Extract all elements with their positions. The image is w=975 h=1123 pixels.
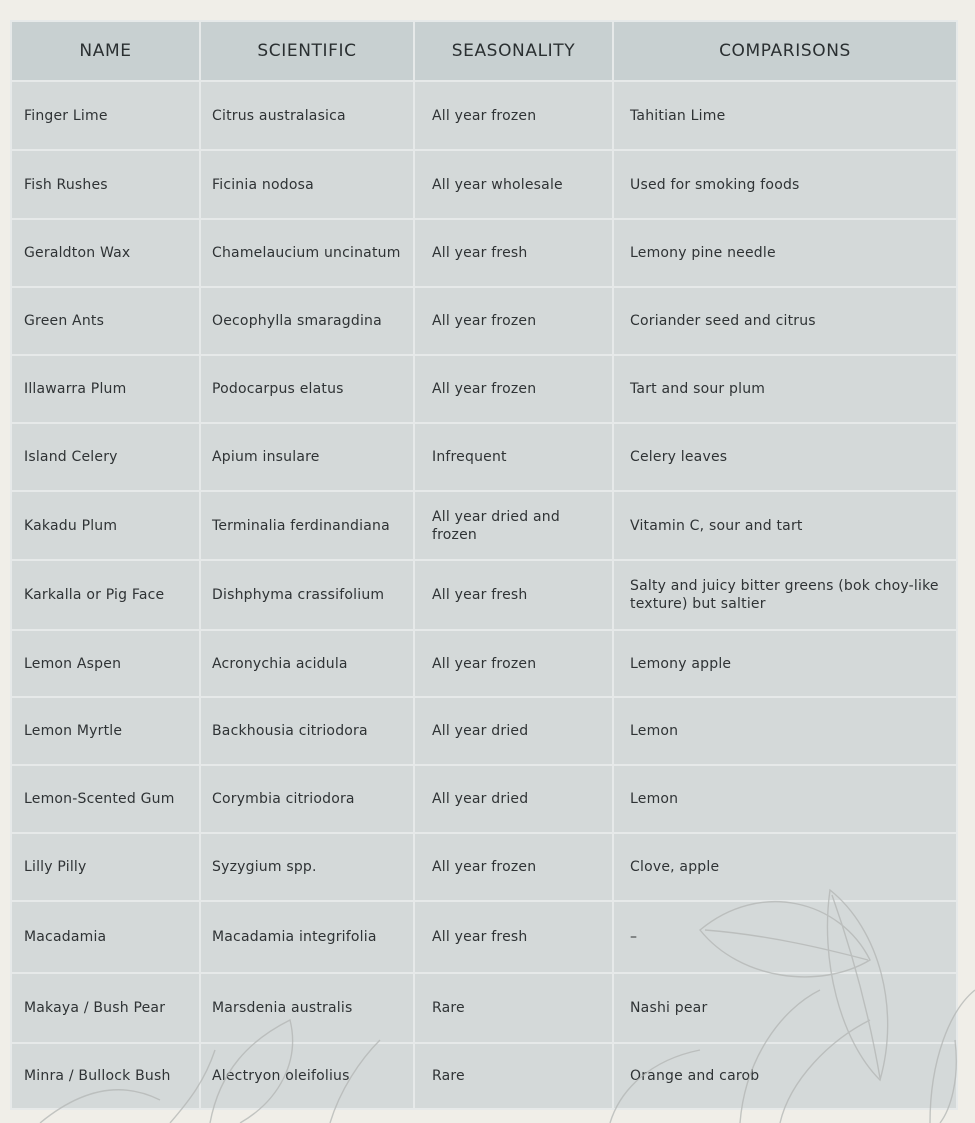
table-row bbox=[11, 973, 957, 1043]
cell-name: Lilly Pilly bbox=[11, 833, 200, 901]
cell-scientific: Corymbia citriodora bbox=[200, 765, 414, 833]
cell-comparisons: Clove, apple bbox=[613, 833, 957, 901]
cell-scientific: Syzygium spp. bbox=[200, 833, 414, 901]
table-row bbox=[11, 1043, 957, 1109]
cell-comparisons: Lemon bbox=[613, 765, 957, 833]
cell-scientific: Alectryon oleifolius bbox=[200, 1043, 414, 1109]
cell-name: Karkalla or Pig Face bbox=[11, 560, 200, 630]
cell-comparisons: Tahitian Lime bbox=[613, 81, 957, 150]
table-row bbox=[11, 150, 957, 219]
cell-scientific: Ficinia nodosa bbox=[200, 150, 414, 219]
table-header-row bbox=[11, 21, 957, 81]
cell-comparisons: – bbox=[613, 901, 957, 973]
cell-comparisons: Coriander seed and citrus bbox=[613, 287, 957, 355]
cell-comparisons: Used for smoking foods bbox=[613, 150, 957, 219]
cell-scientific: Dishphyma crassifolium bbox=[200, 560, 414, 630]
header-scientific: SCIENTIFIC bbox=[200, 21, 414, 81]
cell-comparisons: Vitamin C, sour and tart bbox=[613, 491, 957, 560]
cell-name: Macadamia bbox=[11, 901, 200, 973]
cell-comparisons: Tart and sour plum bbox=[613, 355, 957, 423]
cell-seasonality: All year wholesale bbox=[414, 150, 613, 219]
cell-scientific: Macadamia integrifolia bbox=[200, 901, 414, 973]
cell-name: Geraldton Wax bbox=[11, 219, 200, 287]
cell-scientific: Apium insulare bbox=[200, 423, 414, 491]
cell-comparisons: Lemony apple bbox=[613, 630, 957, 697]
cell-seasonality: All year dried and frozen bbox=[414, 491, 613, 560]
cell-seasonality: All year fresh bbox=[414, 219, 613, 287]
cell-scientific: Acronychia acidula bbox=[200, 630, 414, 697]
cell-comparisons: Salty and juicy bitter greens (bok choy-like texture) but saltier bbox=[613, 560, 957, 630]
cell-name: Makaya / Bush Pear bbox=[11, 973, 200, 1043]
cell-seasonality: All year dried bbox=[414, 765, 613, 833]
cell-scientific: Podocarpus elatus bbox=[200, 355, 414, 423]
cell-name: Minra / Bullock Bush bbox=[11, 1043, 200, 1109]
cell-seasonality: Rare bbox=[414, 1043, 613, 1109]
table-row bbox=[11, 697, 957, 765]
cell-name: Illawarra Plum bbox=[11, 355, 200, 423]
table-row bbox=[11, 355, 957, 423]
cell-comparisons: Orange and carob bbox=[613, 1043, 957, 1109]
table-row bbox=[11, 81, 957, 150]
cell-seasonality: All year frozen bbox=[414, 833, 613, 901]
cell-seasonality: Infrequent bbox=[414, 423, 613, 491]
cell-seasonality: All year frozen bbox=[414, 81, 613, 150]
cell-seasonality: All year fresh bbox=[414, 560, 613, 630]
cell-scientific: Terminalia ferdinandiana bbox=[200, 491, 414, 560]
cell-name: Lemon-Scented Gum bbox=[11, 765, 200, 833]
cell-seasonality: All year frozen bbox=[414, 630, 613, 697]
header-comparisons: COMPARISONS bbox=[613, 21, 957, 81]
cell-comparisons: Lemony pine needle bbox=[613, 219, 957, 287]
cell-scientific: Chamelaucium uncinatum bbox=[200, 219, 414, 287]
cell-seasonality: All year frozen bbox=[414, 287, 613, 355]
cell-name: Green Ants bbox=[11, 287, 200, 355]
cell-name: Island Celery bbox=[11, 423, 200, 491]
cell-scientific: Backhousia citriodora bbox=[200, 697, 414, 765]
cell-name: Finger Lime bbox=[11, 81, 200, 150]
table-row bbox=[11, 219, 957, 287]
cell-name: Fish Rushes bbox=[11, 150, 200, 219]
cell-scientific: Marsdenia australis bbox=[200, 973, 414, 1043]
cell-comparisons: Lemon bbox=[613, 697, 957, 765]
table-row bbox=[11, 287, 957, 355]
table-row bbox=[11, 560, 957, 630]
table-row bbox=[11, 630, 957, 697]
cell-scientific: Citrus australasica bbox=[200, 81, 414, 150]
cell-name: Lemon Aspen bbox=[11, 630, 200, 697]
table-row bbox=[11, 901, 957, 973]
cell-comparisons: Celery leaves bbox=[613, 423, 957, 491]
header-seasonality: SEASONALITY bbox=[414, 21, 613, 81]
cell-name: Lemon Myrtle bbox=[11, 697, 200, 765]
table-row bbox=[11, 833, 957, 901]
cell-seasonality: All year frozen bbox=[414, 355, 613, 423]
native-ingredients-table bbox=[10, 20, 958, 1110]
cell-name: Kakadu Plum bbox=[11, 491, 200, 560]
cell-seasonality: All year fresh bbox=[414, 901, 613, 973]
cell-comparisons: Nashi pear bbox=[613, 973, 957, 1043]
table-row bbox=[11, 491, 957, 560]
header-name: NAME bbox=[11, 21, 200, 81]
table-row bbox=[11, 423, 957, 491]
cell-seasonality: Rare bbox=[414, 973, 613, 1043]
cell-scientific: Oecophylla smaragdina bbox=[200, 287, 414, 355]
table-row bbox=[11, 765, 957, 833]
cell-seasonality: All year dried bbox=[414, 697, 613, 765]
